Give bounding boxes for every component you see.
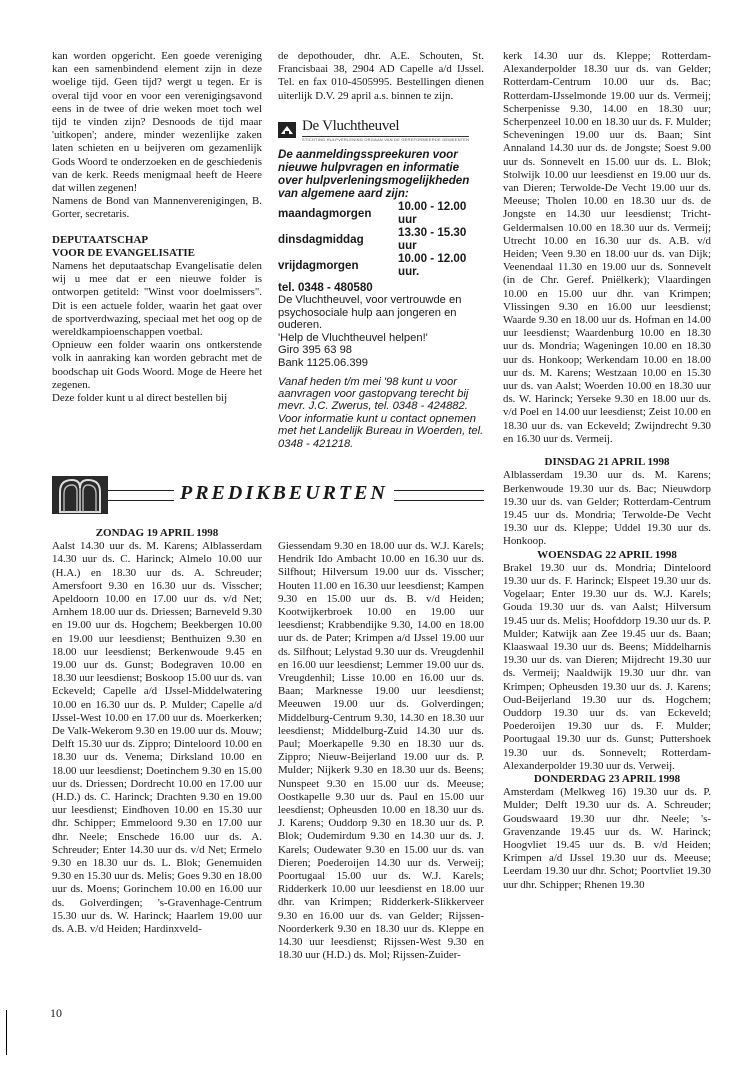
day-heading-donderdag: DONDERDAG 23 APRIL 1998 xyxy=(533,772,681,785)
vluchtheuvel-intro: De aanmeldingsspreekuren voor nieuwe hulpvragen en informatie over hulpverleningsmogelijkheden van algemene aard zijn: xyxy=(278,148,470,200)
church-window-icon xyxy=(52,476,108,514)
preek-zondag-part1: Aalst 14.30 uur ds. M. Karens; Alblasserdam 14.30 uur ds. C. Harinck; Almelo 10.00 uur (H.A.) en 18.30 uur ds. A. Schreuder; Amersfoort 9.30 en 16.30 uur ds. Visscher; Apeldoorn 10.00 en 17.00 uur ds. v/d Net; Arnhem 18.00 uur ds. Driessen; Barneveld 9.30 en 19.00 uur ds. Hogchem; Beekbergen 10.00 en 19.00 uur leesdienst; Benthuizen 9.30 en 18.00 uur leesdienst; Berkenwoude 9.45 en 19.00 uur ds. Gunst; Bodegraven 10.00 en 18.30 uur leesdienst; Boskoop 15.00 uur ds. van Eckeveld; Capelle a/d IJssel-Middelwatering 10.00 en 16.30 uur ds. P. Mulder; Capelle a/d IJssel-West 10.00 en 17.00 uur ds. Moerkerken; De Valk-Wekerom 9.30 en 19.00 uur ds. Mouw; Delft 15.30 uur ds. Zippro; Dinteloord 10.00 en 18.30 uur ds. Venema; Dirksland 10.00 en 18.00 uur leesdienst; Doetinchem 9.30 en 15.00 uur ds. Driessen; Dordrecht 10.00 en 17.00 uur (H.D.) ds. C. Harinck; Drachten 9.30 en 19.00 uur leesdienst; Eindhoven 10.00 en 15.30 uur dhr. Schipper; Emmeloord 9.30 en 17.00 uur dhr. Neele; Enschede 16.00 uur ds. A. Schreuder; Enter 14.30 uur ds. v/d Net; Ermelo 9.30 en 18.30 uur ds. L. Blok; Genemuiden 9.30 en 15.30 uur ds. Melis; Goes 9.30 en 18.00 uur ds. Moens; Gorinchem 10.00 en 16.00 uur ds. Golverdingen; 's-Gravenhage-Centrum 15.30 uur ds. W. Harinck; Haarlem 19.00 uur ds. A.B. v/d Heiden; Hardinxveld- xyxy=(52,540,262,936)
vluchtheuvel-desc: De Vluchtheuvel, voor vertrouwde en psychosociale hulp aan jongeren en ouderen. xyxy=(278,294,462,332)
schedule-time: 13.30 - 15.30 uur xyxy=(398,226,467,252)
day-heading-zondag: ZONDAG 19 APRIL 1998 xyxy=(95,527,219,539)
scan-edge-line xyxy=(6,1010,7,1055)
vluchtheuvel-slogan: 'Help de Vluchtheuvel helpen!' xyxy=(278,331,428,344)
paragraph-folder: Namens het deputaatschap Evangelisatie delen wij u mee dat er een nieuwe folder is ontworpen getiteld: "Winst voor doelmissers". Dit is een actuele folder, waarin het gaat over de sportverdwazing, speciaal met het oog op de wereldkampioenschappen voetbal. xyxy=(52,260,262,339)
paragraph-bestellen: Deze folder kunt u al direct bestellen bij xyxy=(52,392,228,405)
vluchtheuvel-notice xyxy=(278,118,484,450)
schedule-table xyxy=(278,200,484,278)
preek-column-1 xyxy=(52,527,262,936)
paragraph-depothouder: de depothouder, dhr. A.E. Schouten, St. Francisbaai 38, 2904 AD Capelle a/d IJssel. Tel. en fax 010-4505995. Bestellingen dienen uiterlijk D.V. 29 april a.s. binnen te zijn. xyxy=(278,50,484,102)
column-2-top xyxy=(278,50,484,103)
preek-donderdag: Amsterdam (Melkweg 16) 19.30 uur ds. P. Mulder; Delft 19.30 uur ds. A. Schreuder; Goudswaard 19.30 uur dhr. Neele; 's-Gravenzande 19.45 uur ds. W. Harinck; Hoogvliet 19.45 uur ds. B. v/d Heiden; Krimpen a/d IJssel 19.30 uur ds. Meeuse; Leerdam 19.30 uur dhr. Schot; Poortvliet 19.30 uur dhr. Schipper; Rhenen 19.30 xyxy=(503,786,711,891)
paragraph-mannenvereniging: kan worden opgericht. Een goede vereniging kan een samenbindend element zijn in deze woelige tijd. Geen tijd? wergt u tegen. Er is overal tijd voor en voor een verenigingsavond eens in de twee of drie weken moet toch wel tijd te vinden zijn? Desnoods de tijd maar 'uitkopen'; andere, minder wezenlijke zaken laten schieten en u beijveren om gezamenlijk Gods Woord te onderzoeken en de geschiedenis van de kerk. Reeds menigmaal heeft de Heere dat willen zegenen! xyxy=(52,50,262,195)
preek-column-2 xyxy=(278,540,484,963)
schedule-time: 10.00 - 12.00 uur xyxy=(398,200,467,226)
page-number: 10 xyxy=(50,1006,62,1020)
predikbeurten-banner xyxy=(52,476,484,514)
preek-dinsdag: Alblasserdam 19.30 uur ds. M. Karens; Berkenwoude 19.30 uur ds. Bac; Nieuwdorp 19.30 uur ds. van Gelder; Rotterdam-Centrum 19.45 uur ds. Mondria; Terwolde-De Vecht 19.30 uur ds. Kleppe; Uddel 19.30 uur ds. Honkoop. xyxy=(503,469,711,548)
vluchtheuvel-bank: Bank 1125.06.399 xyxy=(278,356,368,369)
schedule-row xyxy=(278,226,484,252)
schedule-day: maandagmorgen xyxy=(278,206,372,220)
heading-deputaatschap: DEPUTAATSCHAP xyxy=(52,233,149,246)
schedule-row xyxy=(278,200,484,226)
schedule-time: 10.00 - 12.00 uur. xyxy=(398,252,467,278)
vluchtheuvel-tel: tel. 0348 - 480580 xyxy=(278,281,373,294)
day-heading-dinsdag: DINSDAG 21 APRIL 1998 xyxy=(544,456,670,469)
vluchtheuvel-note: Vanaf heden t/m mei '98 kunt u voor aanvragen voor gastopvang terecht bij mevr. J.C. Zwerus, tel. 0348 - 424882. Voor informatie kunt u contact opnemen met het Landelijk Bureau in Woerden, tel. 0348 - 421218. xyxy=(278,375,484,450)
paragraph-opnieuw: Opnieuw een folder waarin ons ontkerstende volk in aanraking kan worden gebracht met de boodschap uit Gods Woord. Moge de Heere het zegenen. xyxy=(52,339,262,391)
schedule-row xyxy=(278,252,484,278)
vluchtheuvel-logo xyxy=(278,118,484,142)
logo-subtitle: STICHTING HULPVERLENING ORGAAN VAN DE GEREFORMEERDE GEMEENTEN xyxy=(302,137,470,142)
schedule-day: dinsdagmiddag xyxy=(278,232,364,246)
heading-evangelisatie: VOOR DE EVANGELISATIE xyxy=(52,246,196,259)
logo-name: De Vluchtheuvel xyxy=(302,118,469,137)
banner-title: PREDIKBEURTEN xyxy=(174,482,394,505)
preek-woensdag: Brakel 19.30 uur ds. Mondria; Dinteloord 19.30 uur ds. F. Harinck; Elspeet 19.30 uur ds. Vogelaar; Enter 19.30 uur ds. W.J. Karels; Gouda 19.30 uur ds. van Aalst; Hilversum 19.45 uur ds. Melis; Hoofddorp 19.30 uur ds. P. Mulder; Katwijk aan Zee 19.45 uur ds. Baan; Klaaswaal 19.30 uur ds. Beens; Middelharnis 19.30 uur ds. van Dieren; Mijdrecht 19.30 uur ds. Vermeij; Naaldwijk 19.30 uur dhr. van Krimpen; Opheusden 19.30 uur ds. J. Karens; Oud-Beijerland 19.30 uur ds. Hogchem; Ouddorp 19.30 uur ds. van Eckeveld; Poederoijen 19.30 uur ds. F. Mulder; Poortugaal 19.30 uur ds. Gunst; Puttershoek 19.30 uur ds. Sonnevelt; Rotterdam-Alexanderpolder 19.30 uur ds. Verweij. xyxy=(503,561,711,772)
column-3 xyxy=(503,50,711,892)
preek-zondag-part2: Giessendam 9.30 en 18.00 uur ds. W.J. Karels; Hendrik Ido Ambacht 10.00 en 16.30 uur ds. Silfhout; Hilversum 19.00 uur ds. Visscher; Houten 11.00 en 16.30 uur leesdienst; Kampen 9.30 en 15.00 uur ds. B. v/d Heiden; Kootwijkerbroek 10.00 en 19.00 uur leesdienst; Krabbendijke 9.30, 14.00 en 18.00 uur ds. de Pater; Krimpen a/d IJssel 19.00 uur ds. Silfhout; Lelystad 9.30 uur ds. Vreugdenhil en 16.00 uur leesdienst; Lemmer 19.00 uur ds. Vreugdenhil; Lisse 10.00 en 16.00 uur ds. Baan; Marknesse 19.00 uur leesdienst; Meeuwen 19.00 uur ds. Golverdingen; Middelburg-Centrum 9.30, 14.30 en 18.30 uur leesdienst; Middelburg-Zuid 14.30 uur ds. Paul; Moerkapelle 9.30 en 18.30 uur ds. Zippro; Nieuw-Beijerland 19.00 uur ds. P. Mulder; Nijkerk 9.30 en 18.30 uur ds. Beens; Nunspeet 9.30 en 15.00 uur ds. Meeuse; Oostkapelle 9.30 uur ds. Paul en 15.00 uur leesdienst; Opheusden 10.00 en 18.30 uur ds. J. Karens; Ouddorp 9.30 en 18.30 uur ds. P. Blok; Oudemirdum 9.30 en 14.30 uur ds. J. Karels; Oudewater 9.30 en 15.00 uur ds. van Dieren; Poederoijen 14.30 uur ds. Verweij; Poortugaal 15.00 uur ds. W.J. Karels; Ridderkerk 10.00 uur leesdienst en 18.00 uur dhr. van Krimpen; Ridderkerk-Slikkerveer 9.30 en 16.00 uur ds. van Gelder; Rijssen-Noorderkerk 9.30 en 18.30 uur ds. Kleppe en 14.30 uur leesdienst; Rijssen-West 9.30 en 18.30 uur (H.D.) ds. Mol; Rijssen-Zuider- xyxy=(278,540,484,962)
day-heading-woensdag: WOENSDAG 22 APRIL 1998 xyxy=(537,548,677,561)
vluchtheuvel-giro: Giro 395 63 98 xyxy=(278,344,353,357)
preek-continued: kerk 14.30 uur ds. Kleppe; Rotterdam-Alexanderpolder 18.30 uur ds. van Gelder; Rotterdam-Centrum 10.00 uur ds. Bac; Rotterdam-IJsselmonde 19.00 uur ds. Vermeij; Scherpenisse 9.30, 14.00 en 18.30 uur; Scherpenzeel 10.00 en 18.30 uur ds. F. Mulder; Scheveningen 19.00 uur ds. Baan; Sint Annaland 14.30 uur ds. de Jongste; Soest 9.00 uur ds. Sonnevelt en 15.00 uur ds. L. Blok; Stolwijk 10.00 uur leesdienst en 19.00 uur ds. van Dieren; Terwolde-De Vecht 19.00 uur ds. Meeuse; Tholen 10.00 en 18.30 uur ds. de Jongste en 14.30 uur leesdienst; Tricht-Geldermalsen 10.00 en 18.30 uur ds. Vermeij; Utrecht 10.00 en 16.30 uur ds. A.B. v/d Heiden; Veen 9.30 en 18.00 uur ds. van Dijk; Veenendaal 11.30 en 19.00 uur ds. Sonnevelt (in de Chr. Geref. Pniëlkerk); Vlaardingen 10.00 en 15.00 uur dhr. van Krimpen; Vlissingen 9.30 en 16.00 uur leesdienst; Waarde 9.30 en 18.00 uur ds. Hofman en 14.00 uur leesdienst; Waardenburg 10.00 en 18.30 uur ds. Mondria; Wageningen 10.00 en 18.30 uur ds. Honkoop; Werkendam 10.00 en 18.00 uur ds. M. Karens; Westzaan 10.00 en 15.30 uur ds. van Aalst; Woerden 10.00 en 18.30 uur ds. W. Harinck; Yerseke 9.30 en 18.00 uur ds. v/d Poel en 14.00 uur leesdienst; Zeist 10.00 en 18.30 uur ds. van Eckeveld; Zwijndrecht 9.30 en 16.30 uur ds. Vermeij. xyxy=(503,50,711,445)
house-icon xyxy=(278,122,296,138)
paragraph-signature: Namens de Bond van Mannenverenigingen, B. Gorter, secretaris. xyxy=(52,195,262,221)
schedule-day: vrijdagmorgen xyxy=(278,258,359,272)
column-1-top xyxy=(52,50,262,405)
